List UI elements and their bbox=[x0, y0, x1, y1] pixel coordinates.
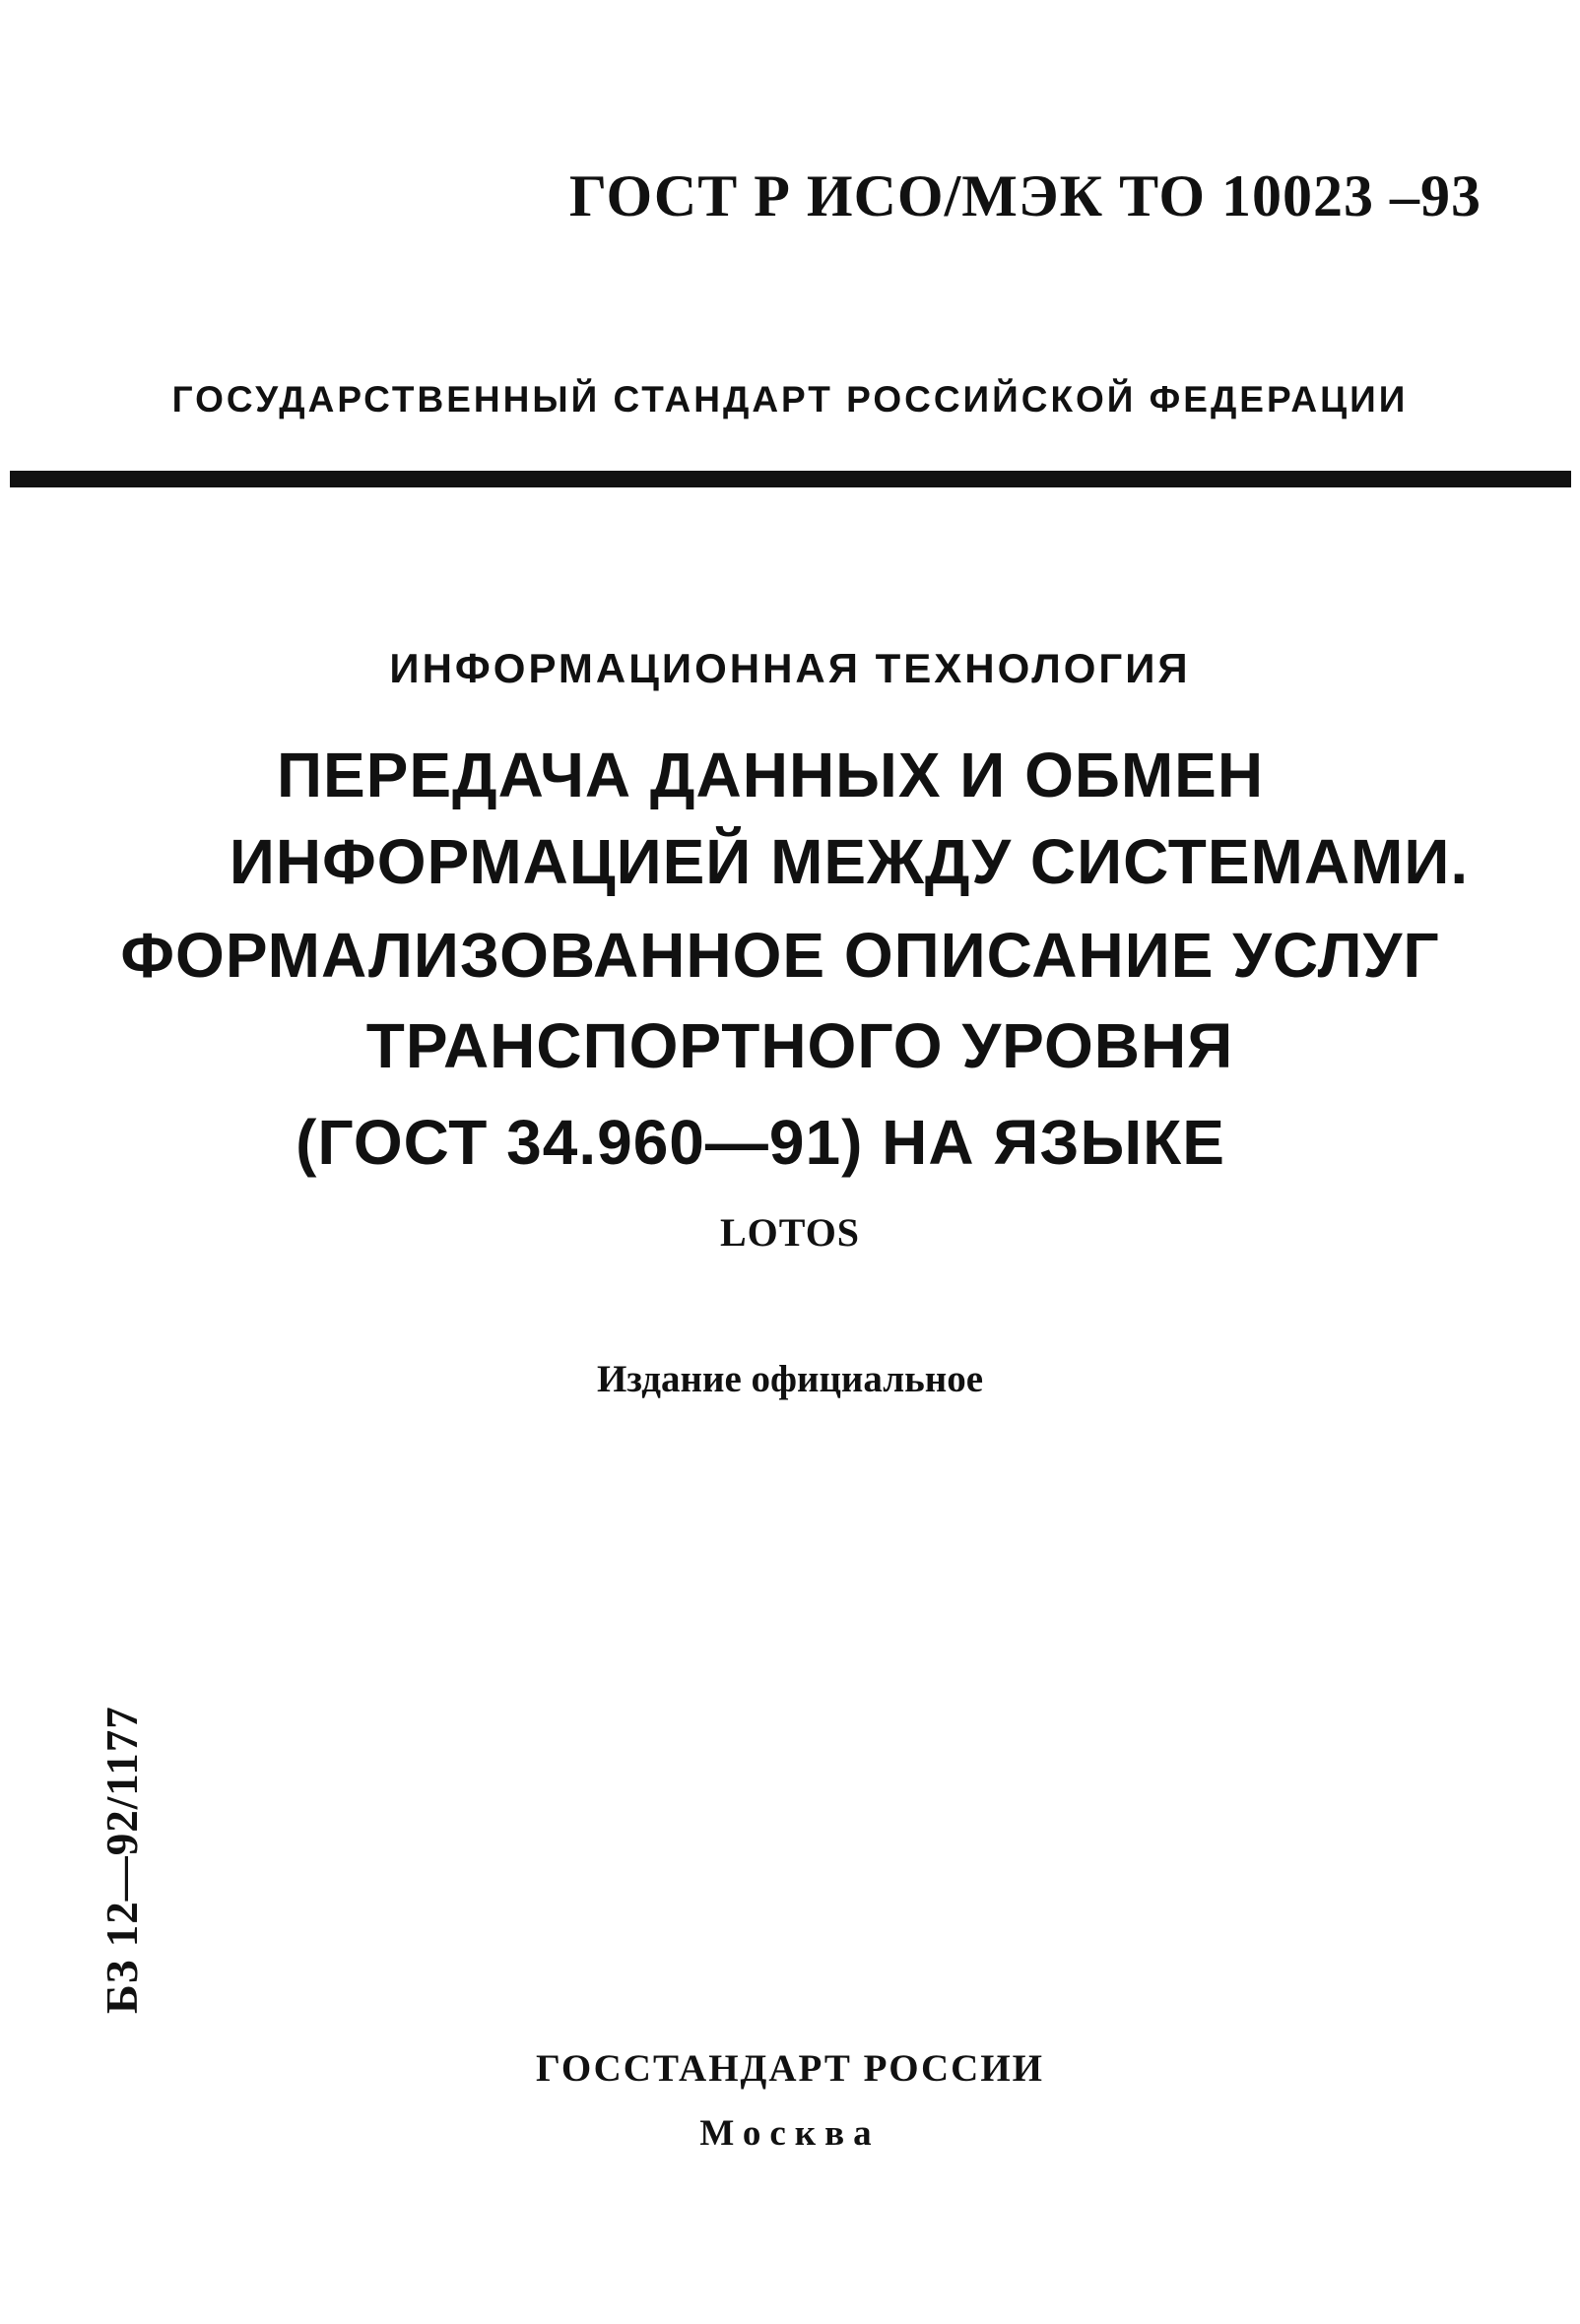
catalog-stamp: БЗ 12—92/1177 bbox=[98, 1706, 147, 2014]
edition-label: Издание официальное bbox=[596, 1358, 984, 1400]
title-line-3: ФОРМАЛИЗОВАННОЕ ОПИСАНИЕ УСЛУГ bbox=[120, 920, 1440, 991]
publisher-name: ГОССТАНДАРТ РОССИИ bbox=[535, 2047, 1045, 2090]
title-line-1: ПЕРЕДАЧА ДАННЫХ И ОБМЕН bbox=[276, 740, 1265, 810]
series-title: ИНФОРМАЦИОННАЯ ТЕХНОЛОГИЯ bbox=[389, 645, 1191, 691]
language-name: LOTOS bbox=[719, 1210, 861, 1255]
standard-header: ГОСУДАРСТВЕННЫЙ СТАНДАРТ РОССИЙСКОЙ ФЕДЕРАЦИИ bbox=[171, 379, 1409, 420]
title-line-5: (ГОСТ 34.960—91) НА ЯЗЫКЕ bbox=[296, 1107, 1225, 1178]
title-line-4: ТРАНСПОРТНОГО УРОВНЯ bbox=[365, 1010, 1234, 1081]
title-line-2: ИНФОРМАЦИЕЙ МЕЖДУ СИСТЕМАМИ. bbox=[229, 826, 1470, 897]
header-divider bbox=[10, 471, 1571, 487]
publisher-city: Москва bbox=[699, 2113, 881, 2154]
document-code: ГОСТ Р ИСО/МЭК ТО 10023 –93 bbox=[568, 163, 1481, 228]
